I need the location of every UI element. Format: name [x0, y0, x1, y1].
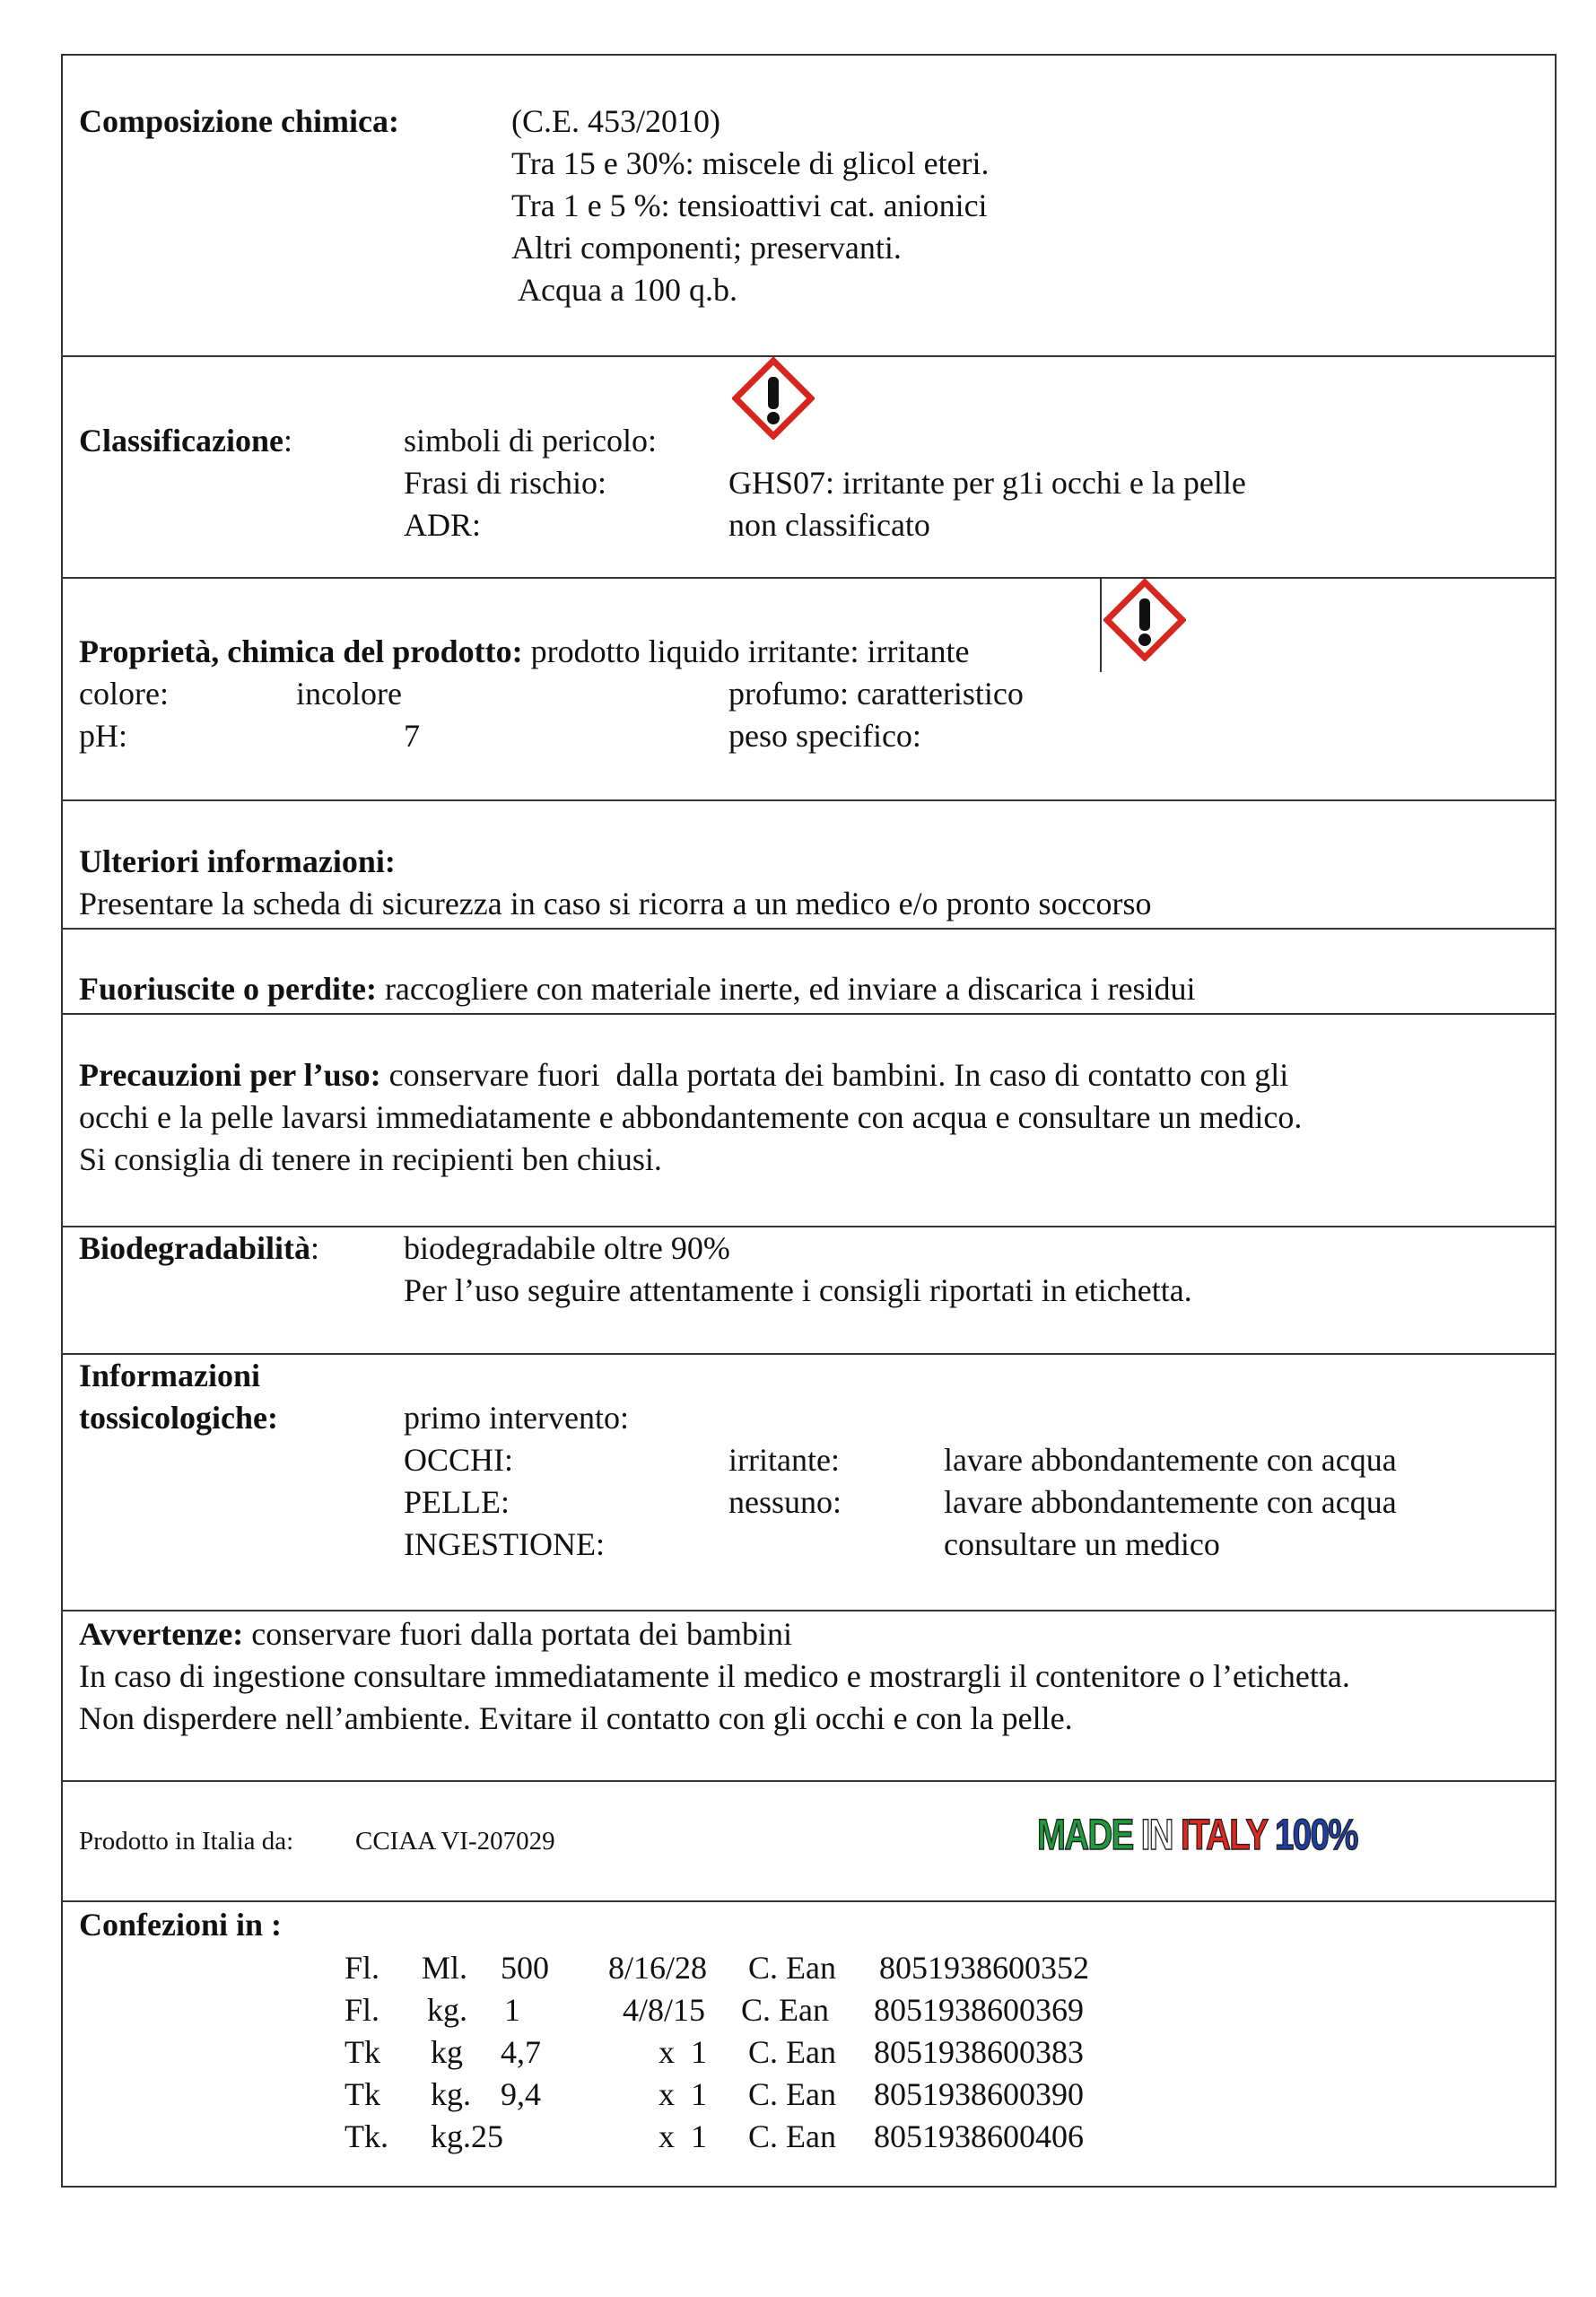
precauzioni-label: Precauzioni per l’uso: — [79, 1057, 381, 1093]
composizione-line: (C.E. 453/2010) — [511, 103, 720, 139]
proprieta-text: prodotto liquido irritante: irritante — [522, 633, 970, 669]
pack-count: x 1 — [658, 2034, 707, 2070]
ghs07-exclamation-icon — [1103, 579, 1186, 661]
pack-type: Tk — [344, 2076, 380, 2112]
logo-italy: ITALY — [1181, 1812, 1267, 1859]
pack-count: 4/8/15 — [623, 1992, 706, 2028]
pack-unit: kg. — [427, 1992, 467, 2028]
section-precauzioni — [63, 1013, 1555, 1227]
ean-label: C. Ean — [748, 2118, 836, 2154]
ean-label: C. Ean — [748, 2034, 836, 2070]
pack-qty: 4,7 — [501, 2034, 541, 2070]
avvertenze-label: Avvertenze: — [79, 1616, 244, 1652]
pack-qty: 9,4 — [501, 2076, 541, 2112]
tox-action: lavare abbondantemente con acqua — [944, 1442, 1397, 1478]
pack-type: Fl. — [344, 1992, 380, 2028]
biodegradabilita-colon: : — [310, 1230, 320, 1266]
tox-action: lavare abbondantemente con acqua — [944, 1484, 1397, 1520]
tox-effect: irritante: — [728, 1442, 840, 1478]
ean-label: C. Ean — [748, 2076, 836, 2112]
tox-action: consultare un medico — [944, 1526, 1220, 1562]
made-in-italy-logo — [1037, 1811, 1357, 1860]
tossicologiche-label: Informazioni — [79, 1358, 260, 1393]
section-classificazione — [63, 355, 1555, 579]
avvertenze-text: In caso di ingestione consultare immediatamente il medico e mostrargli il contenitore o l’etichetta. — [79, 1658, 1350, 1694]
classificazione-key: Frasi di rischio: — [404, 465, 606, 501]
ean-code: 8051938600390 — [874, 2076, 1084, 2112]
pack-count: x 1 — [658, 2076, 707, 2112]
colore-label: colore: — [79, 676, 169, 712]
pack-unit: kg.25 — [431, 2118, 503, 2154]
pack-unit: kg. — [431, 2076, 471, 2112]
ean-code: 8051938600352 — [879, 1950, 1089, 1986]
colore-value: incolore — [296, 676, 402, 712]
section-biodegradabilita — [63, 1226, 1555, 1355]
tox-part: OCCHI: — [404, 1442, 514, 1478]
pack-qty: 1 — [504, 1992, 520, 2028]
biodegradabilita-label: Biodegradabilità — [79, 1230, 311, 1266]
precauzioni-text: Si consiglia di tenere in recipienti ben chiusi. — [79, 1141, 662, 1177]
biodegradabilita-text: Per l’uso seguire attentamente i consigli riportati in etichetta. — [404, 1272, 1192, 1308]
section-ulteriori — [63, 799, 1555, 930]
biodegradabilita-text: biodegradabile oltre 90% — [404, 1230, 730, 1266]
composizione-label: Composizione chimica: — [79, 103, 399, 139]
pack-count: x 1 — [658, 2118, 707, 2154]
pack-qty: 500 — [501, 1950, 549, 1986]
pack-type: Tk — [344, 2034, 380, 2070]
ph-value: 7 — [404, 718, 420, 754]
classificazione-key: simboli di pericolo: — [404, 423, 657, 459]
tox-effect: nessuno: — [728, 1484, 842, 1520]
pack-type: Fl. — [344, 1950, 380, 1986]
confezioni-label: Confezioni in : — [79, 1907, 283, 1943]
logo-in: IN — [1140, 1812, 1173, 1859]
composizione-line: Acqua a 100 q.b. — [511, 272, 737, 308]
logo-100: 100% — [1274, 1812, 1357, 1859]
ulteriori-text: Presentare la scheda di sicurezza in caso si ricorra a un medico e/o pronto soccorso — [79, 886, 1152, 921]
precauzioni-line — [79, 1054, 1288, 1096]
peso-specifico: peso specifico: — [728, 718, 921, 754]
ean-code: 8051938600383 — [874, 2034, 1084, 2070]
classificazione-value: non classificato — [728, 507, 930, 543]
classificazione-heading — [79, 420, 292, 462]
profumo-text: profumo: caratteristico — [728, 676, 1024, 712]
composizione-line: Tra 15 e 30%: miscele di glicol eteri. — [511, 145, 990, 181]
section-tossicologiche — [63, 1353, 1555, 1611]
ean-label: C. Ean — [748, 1950, 836, 1986]
precauzioni-text: conservare fuori dalla portata dei bambini. In caso di contatto con gli — [380, 1057, 1289, 1093]
pack-count: 8/16/28 — [608, 1950, 708, 1986]
ghs07-exclamation-icon — [732, 357, 815, 440]
proprieta-label: Proprietà, chimica del prodotto: — [79, 633, 523, 669]
classificazione-label: Classificazione — [79, 423, 283, 459]
composizione-line: Tra 1 e 5 %: tensioattivi cat. anionici — [511, 188, 988, 223]
avvertenze-text: conservare fuori dalla portata dei bambini — [243, 1616, 792, 1652]
fuoriuscite-line — [79, 968, 1195, 1010]
pack-unit: Ml. — [422, 1950, 468, 1986]
ean-code: 8051938600369 — [874, 1992, 1084, 2028]
fuoriuscite-text: raccogliere con materiale inerte, ed inviare a discarica i residui — [376, 971, 1196, 1007]
tox-part: PELLE: — [404, 1484, 510, 1520]
section-prodotto — [63, 1780, 1555, 1902]
avvertenze-text: Non disperdere nell’ambiente. Evitare il contatto con gli occhi e con la pelle. — [79, 1700, 1073, 1736]
primo-intervento: primo intervento: — [404, 1400, 629, 1436]
avvertenze-line — [79, 1613, 792, 1655]
ph-label: pH: — [79, 718, 127, 754]
classificazione-value: GHS07: irritante per g1i occhi e la pelle — [728, 465, 1246, 501]
prodotto-label: Prodotto in Italia da: — [79, 1827, 294, 1856]
ulteriori-label: Ulteriori informazioni: — [79, 843, 396, 879]
logo-made: MADE — [1037, 1812, 1133, 1859]
pack-unit: kg — [431, 2034, 463, 2070]
section-proprieta — [63, 577, 1555, 801]
ean-label: C. Ean — [741, 1992, 829, 2028]
section-avvertenze — [63, 1610, 1555, 1782]
pack-type: Tk. — [344, 2118, 388, 2154]
fuoriuscite-label: Fuoriuscite o perdite: — [79, 971, 377, 1007]
tossicologiche-label: tossicologiche: — [79, 1400, 278, 1436]
prodotto-value: CCIAA VI-207029 — [355, 1827, 555, 1856]
section-confezioni — [63, 1900, 1555, 2189]
biodegradabilita-heading — [79, 1227, 319, 1270]
classificazione-key: ADR: — [404, 507, 482, 543]
classificazione-colon: : — [283, 423, 292, 459]
section-fuoriuscite — [63, 928, 1555, 1015]
tox-part: INGESTIONE: — [404, 1526, 605, 1562]
composizione-line: Altri componenti; preservanti. — [511, 230, 902, 266]
section-composizione — [63, 56, 1555, 355]
ean-code: 8051938600406 — [874, 2118, 1084, 2154]
precauzioni-text: occhi e la pelle lavarsi immediatamente e abbondantemente con acqua e consultare un medico. — [79, 1099, 1303, 1135]
proprieta-heading — [79, 631, 970, 673]
safety-data-sheet — [61, 54, 1557, 2188]
icon-divider — [1100, 579, 1102, 672]
